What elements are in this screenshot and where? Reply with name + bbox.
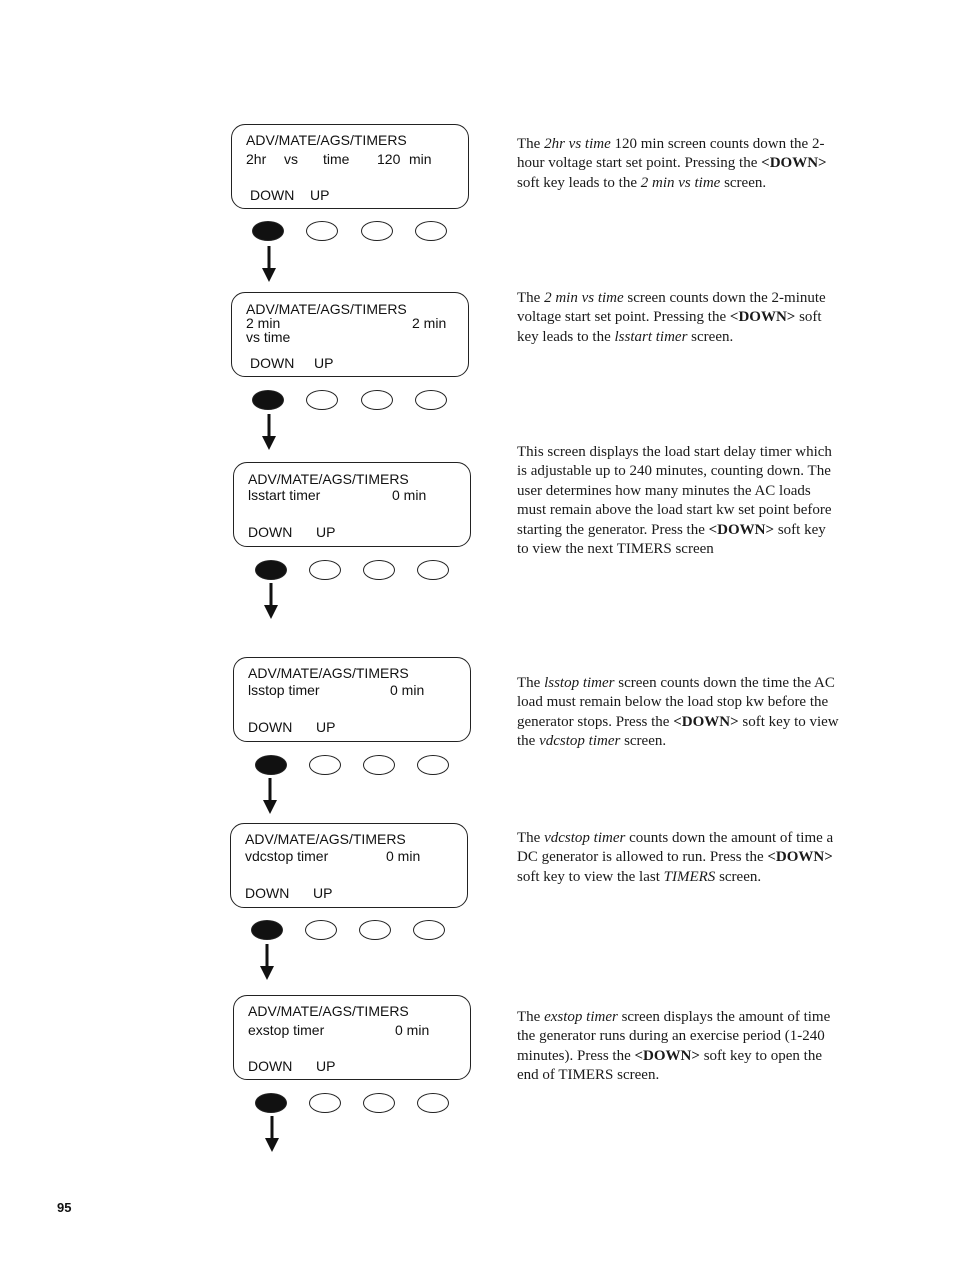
screen-label: exstop timer: [248, 1022, 325, 1038]
soft-key-2[interactable]: [309, 755, 341, 775]
soft-key-4[interactable]: [417, 1093, 449, 1113]
soft-key-4[interactable]: [415, 221, 447, 241]
description-text: counts down the amount of time a DC generator is allowed to run. Press the: [517, 830, 834, 866]
screen-path: ADV/MATE/AGS/TIMERS: [246, 301, 407, 317]
down-arrow-icon: [262, 246, 276, 282]
soft-key-1-down[interactable]: [252, 221, 284, 241]
soft-key-row: [252, 390, 492, 414]
key-name: <DOWN>: [634, 1047, 700, 1064]
description-text: 120 min screen counts down the 2-hour voltage start set point. Pressing the: [517, 136, 825, 172]
screen-path: ADV/MATE/AGS/TIMERS: [245, 831, 406, 847]
soft-key-row: [252, 221, 492, 245]
screen-label: vdcstop timer: [245, 848, 329, 864]
screen-label: lsstart timer: [248, 487, 321, 503]
soft-key-label-down: DOWN: [250, 355, 295, 371]
description-text: The: [517, 1009, 545, 1025]
screen-label: vs: [284, 151, 298, 167]
soft-key-2[interactable]: [306, 221, 338, 241]
description-text: The: [517, 290, 545, 306]
screen-value: 120: [377, 151, 401, 167]
key-name: <DOWN>: [708, 521, 775, 538]
screen-unit: min: [409, 151, 432, 167]
lcd-screen-lsstop-timer: [233, 657, 471, 742]
soft-key-1-down[interactable]: [255, 1093, 287, 1113]
description-lsstart-timer: [517, 443, 839, 559]
soft-key-label-down: DOWN: [248, 719, 293, 735]
soft-key-2[interactable]: [306, 390, 338, 410]
lcd-screen-exstop-timer: [233, 995, 471, 1080]
description-text: soft key to open the end of TIMERS screen.: [517, 1047, 822, 1084]
lcd-screen-2hr-vs-time: [231, 124, 469, 209]
soft-key-row: [255, 560, 495, 584]
screen-label: lsstop timer: [248, 682, 320, 698]
screen-path: ADV/MATE/AGS/TIMERS: [248, 1003, 409, 1019]
soft-key-1-down[interactable]: [251, 920, 283, 940]
key-name: <DOWN>: [767, 849, 833, 866]
italic-term: exstop timer: [544, 1009, 618, 1025]
down-arrow-icon: [265, 1116, 279, 1152]
screen-label: 2 min: [246, 315, 281, 331]
italic-term: vdcstop timer: [544, 830, 626, 846]
description-text: soft key leads to the: [517, 309, 822, 345]
description-text: screen.: [715, 868, 762, 885]
description-vdcstop-timer: [517, 829, 839, 887]
soft-key-1-down[interactable]: [252, 390, 284, 410]
down-arrow-icon: [262, 414, 276, 450]
screen-path: ADV/MATE/AGS/TIMERS: [248, 665, 409, 681]
screen-label: time: [323, 151, 350, 167]
description-text: The: [517, 830, 545, 846]
italic-term: lsstop timer: [544, 675, 615, 691]
screen-path: ADV/MATE/AGS/TIMERS: [248, 471, 409, 487]
screen-value: 0 min: [386, 848, 421, 864]
screen-value: 0 min: [395, 1022, 430, 1038]
description-2hr-vs-time: [517, 135, 839, 193]
soft-key-1-down[interactable]: [255, 755, 287, 775]
description-text: screen.: [720, 174, 767, 191]
soft-key-label-down: DOWN: [250, 187, 295, 203]
description-text: screen counts down the time the AC load must remain below the load stop kw before the generator stops. Press the: [517, 675, 835, 730]
lcd-screen-2min-vs-time: [231, 292, 469, 377]
soft-key-2[interactable]: [305, 920, 337, 940]
soft-key-row: [255, 755, 495, 779]
key-name: <DOWN>: [673, 713, 739, 730]
soft-key-3[interactable]: [361, 390, 393, 410]
description-text: This screen displays the load start delay timer which is adjustable up to 240 minutes, counting down. The user determines how many minutes the AC loads must remain above the load start kw set point before starting the generator. Press the: [517, 444, 832, 538]
italic-term: 2 min vs time: [544, 290, 624, 306]
screen-value: 0 min: [390, 682, 425, 698]
description-exstop-timer: [517, 1008, 839, 1086]
soft-key-label-down: DOWN: [248, 1058, 293, 1074]
description-text: screen counts down the 2-minute voltage start set point. Pressing the: [517, 290, 826, 326]
soft-key-row: [251, 920, 491, 944]
description-text: The: [517, 136, 545, 152]
description-lsstop-timer: [517, 674, 839, 752]
description-text: soft key to view the next TIMERS screen: [517, 521, 826, 558]
page-number: 95: [57, 1200, 72, 1215]
screen-value: 0 min: [392, 487, 427, 503]
screen-label: vs time: [246, 329, 291, 345]
soft-key-4[interactable]: [417, 560, 449, 580]
description-text: soft key to view the last: [517, 868, 664, 885]
soft-key-1-down[interactable]: [255, 560, 287, 580]
soft-key-2[interactable]: [309, 1093, 341, 1113]
soft-key-row: [255, 1093, 495, 1117]
key-name: <DOWN>: [729, 309, 796, 326]
description-text: screen displays the amount of time the generator runs during an exercise period (1-240 minutes). Press the: [517, 1009, 831, 1064]
down-arrow-icon: [260, 944, 274, 980]
soft-key-4[interactable]: [417, 755, 449, 775]
soft-key-label-down: DOWN: [248, 524, 293, 540]
lcd-screen-vdcstop-timer: [230, 823, 468, 908]
italic-term: vdcstop timer: [539, 733, 621, 750]
lcd-screen-lsstart-timer: [233, 462, 471, 547]
soft-key-3[interactable]: [363, 1093, 395, 1113]
soft-key-label-up: UP: [316, 1058, 336, 1074]
soft-key-label-up: UP: [316, 719, 336, 735]
description-text: soft key to view the: [517, 713, 839, 750]
italic-term: TIMERS: [663, 868, 716, 885]
soft-key-label-down: DOWN: [245, 885, 290, 901]
soft-key-3[interactable]: [363, 560, 395, 580]
soft-key-label-up: UP: [310, 187, 330, 203]
soft-key-4[interactable]: [413, 920, 445, 940]
soft-key-label-up: UP: [316, 524, 336, 540]
soft-key-label-up: UP: [314, 355, 334, 371]
soft-key-2[interactable]: [309, 560, 341, 580]
italic-term: lsstart timer: [614, 328, 688, 345]
soft-key-3[interactable]: [363, 755, 395, 775]
screen-value: 2 min: [412, 315, 447, 331]
down-arrow-icon: [264, 583, 278, 619]
description-text: screen.: [687, 328, 734, 345]
soft-key-4[interactable]: [415, 390, 447, 410]
description-text: screen.: [620, 733, 667, 750]
screen-label: 2hr: [246, 151, 267, 167]
screen-path: ADV/MATE/AGS/TIMERS: [246, 132, 407, 148]
down-arrow-icon: [263, 778, 277, 814]
soft-key-label-up: UP: [313, 885, 333, 901]
description-text: The: [517, 675, 545, 691]
description-text: soft key leads to the: [517, 174, 641, 191]
soft-key-3[interactable]: [361, 221, 393, 241]
description-2min-vs-time: [517, 289, 839, 347]
key-name: <DOWN>: [761, 155, 827, 172]
soft-key-3[interactable]: [359, 920, 391, 940]
italic-term: 2 min vs time: [640, 174, 721, 191]
italic-term: 2hr vs time: [544, 136, 611, 152]
